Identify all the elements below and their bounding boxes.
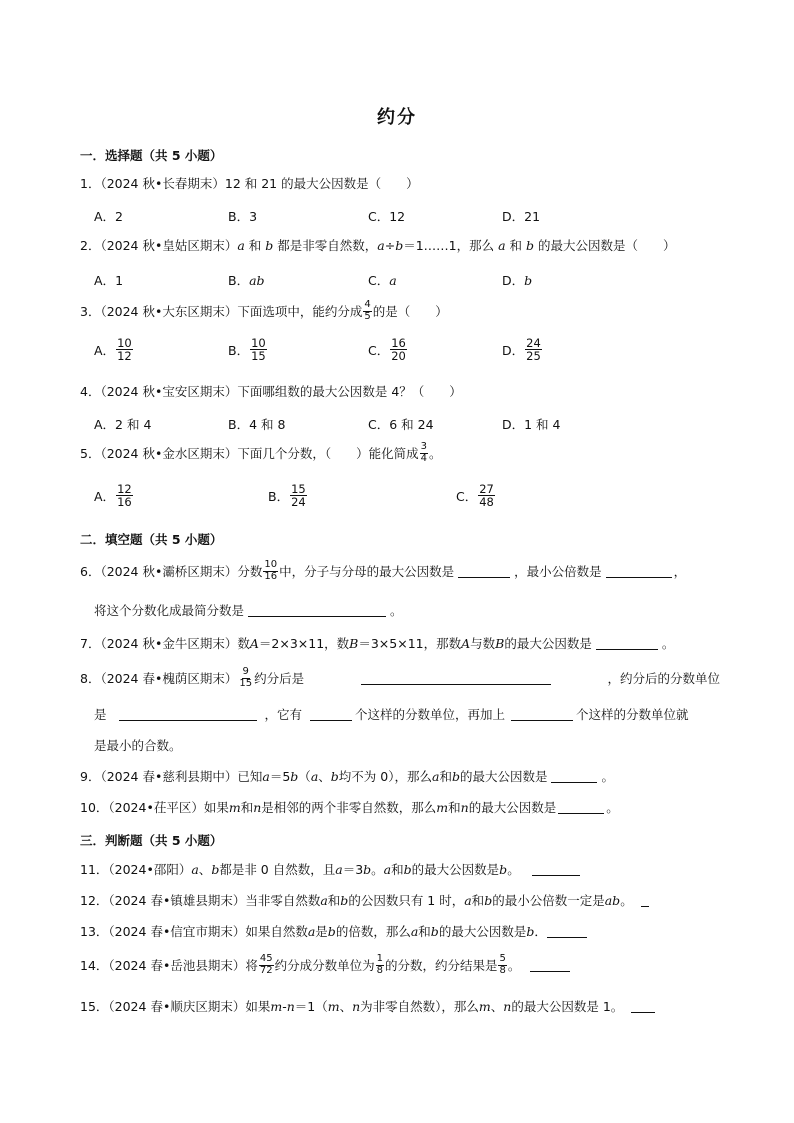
fraction: $\frac{45}{72}$ [259, 953, 273, 976]
answer-blank[interactable] [530, 959, 570, 972]
question-5: 5．（2024 秋•金水区期末）下面几个分数，（ ）能化简成 $\frac{3}{4}$ 。 [80, 441, 442, 464]
option-b[interactable]: B．3 [228, 209, 258, 224]
option-d[interactable]: D．21 [502, 209, 541, 224]
fraction: $\frac{10}{16}$ [264, 559, 278, 582]
option-d[interactable]: D．1 和 4 [502, 417, 561, 432]
answer-blank[interactable] [551, 770, 597, 783]
question-1: 1．（2024 秋•长春期末）12 和 21 的最大公因数是（ ） [80, 176, 419, 191]
answer-blank[interactable] [606, 565, 672, 578]
option-d[interactable]: D． $\frac{24}{25}$ [502, 336, 541, 364]
answer-blank[interactable] [558, 801, 604, 814]
fraction: $\frac{3}{4}$ [420, 441, 427, 464]
option-a[interactable]: A．2 [94, 209, 124, 224]
option-c[interactable]: C．12 [368, 209, 406, 224]
question-10: 10．（2024•茌平区）如果 m 和 n 是相邻的两个非零自然数，那么 m 和 n 的最大公因数是 。 [80, 800, 619, 815]
answer-blank[interactable] [532, 863, 580, 876]
answer-blank[interactable] [641, 894, 649, 907]
option-c[interactable]: C． $\frac{16}{20}$ [368, 336, 406, 364]
question-7: 7．（2024 秋•金牛区期末）数 A ＝2×3×11，数 B ＝3×5×11，那数 A 与数 B 的最大公因数是 。 [80, 636, 675, 651]
answer-blank[interactable] [248, 604, 386, 617]
answer-blank[interactable] [361, 672, 551, 685]
fraction: $\frac{1}{8}$ [376, 953, 383, 976]
section-heading-choice: 一．选择题（共 5 小题） [80, 148, 223, 163]
option-b[interactable]: B． $\frac{15}{24}$ [268, 482, 306, 510]
section-heading-judge: 三．判断题（共 5 小题） [80, 833, 223, 848]
question-3: 3．（2024 秋•大东区期末）下面选项中，能约分成 $\frac{4}{5}$ 的是（ ） [80, 299, 448, 322]
question-11: 11．（2024•邵阳） a 、 b 都是非 0 自然数，且 a ＝3 b 。 a 和 b 的最大公因数是 b 。 [80, 862, 580, 877]
option-a[interactable]: A． 1 [94, 272, 124, 288]
question-9: 9．（2024 春•慈利县期中）已知 a ＝5 b （ a 、 b 均不为 0），那么 a 和 b 的最大公因数是 。 [80, 769, 614, 784]
option-a[interactable]: A． $\frac{10}{12}$ [94, 336, 132, 364]
option-a[interactable]: A．2 和 4 [94, 417, 152, 432]
question-6: 6．（2024 秋•灞桥区期末）分数 $\frac{10}{16}$ 中，分子与分母的最大公因数是 ，最小公倍数是 ， [80, 559, 687, 582]
question-6-line-2: 将这个分数化成最简分数是 。 [94, 603, 403, 618]
answer-blank[interactable] [511, 708, 573, 721]
page-title: 约分 [377, 107, 417, 128]
fraction: $\frac{4}{5}$ [364, 299, 371, 322]
answer-blank[interactable] [547, 925, 587, 938]
option-b[interactable]: B． ab [228, 272, 265, 288]
answer-blank[interactable] [631, 1000, 655, 1013]
question-14: 14．（2024 春•岳池县期末）将 $\frac{45}{72}$ 约分成分数单位为 $\frac{1}{8}$ 的分数，约分结果是 $\frac{5}{8}$ 。 [80, 954, 570, 976]
question-8-line-2: 是 ，它有 个这样的分数单位，再加上 个这样的分数单位就 [94, 707, 689, 722]
section-heading-fill: 二．填空题（共 5 小题） [80, 532, 223, 547]
answer-blank[interactable] [119, 708, 257, 721]
option-d[interactable]: D． b [502, 272, 533, 288]
answer-blank[interactable] [596, 637, 658, 650]
question-12: 12．（2024 春•镇雄县期末）当非零自然数 a 和 b 的公因数只有 1 时， a 和 b 的最小公倍数一定是 ab 。 [80, 893, 649, 908]
fraction: $\frac{9}{15}$ [239, 666, 253, 689]
question-2: 2．（2024 秋•皇姑区期末）a 和 b 都是非零自然数，a÷b＝1……1，那么 a 和 b 的最大公因数是（ ） [80, 238, 676, 253]
question-13: 13．（2024 春•信宜市期末）如果自然数 a 是 b 的倍数，那么 a 和 b 的最大公因数是 b ． [80, 924, 587, 939]
question-8-line-3: 是最小的合数。 [94, 738, 182, 753]
fraction: $\frac{5}{8}$ [499, 953, 506, 976]
option-c[interactable]: C．6 和 24 [368, 417, 434, 432]
option-c[interactable]: C． a [368, 272, 397, 288]
question-15: 15．（2024 春•顺庆区期末）如果 m - n ＝1（ m 、 n 为非零自然数），那么 m 、 n 的最大公因数是 1。 [80, 999, 655, 1014]
answer-blank[interactable] [458, 565, 510, 578]
question-4: 4．（2024 秋•宝安区期末）下面哪组数的最大公因数是 4？（ ） [80, 384, 462, 399]
option-b[interactable]: B．4 和 8 [228, 417, 286, 432]
option-a[interactable]: A． $\frac{12}{16}$ [94, 482, 132, 510]
question-8: 8．（2024 春•槐荫区期末） $\frac{9}{15}$ 约分后是 ，约分后的分数单位 [80, 666, 720, 689]
option-b[interactable]: B． $\frac{10}{15}$ [228, 336, 266, 364]
answer-blank[interactable] [310, 708, 352, 721]
option-c[interactable]: C． $\frac{27}{48}$ [456, 482, 494, 510]
